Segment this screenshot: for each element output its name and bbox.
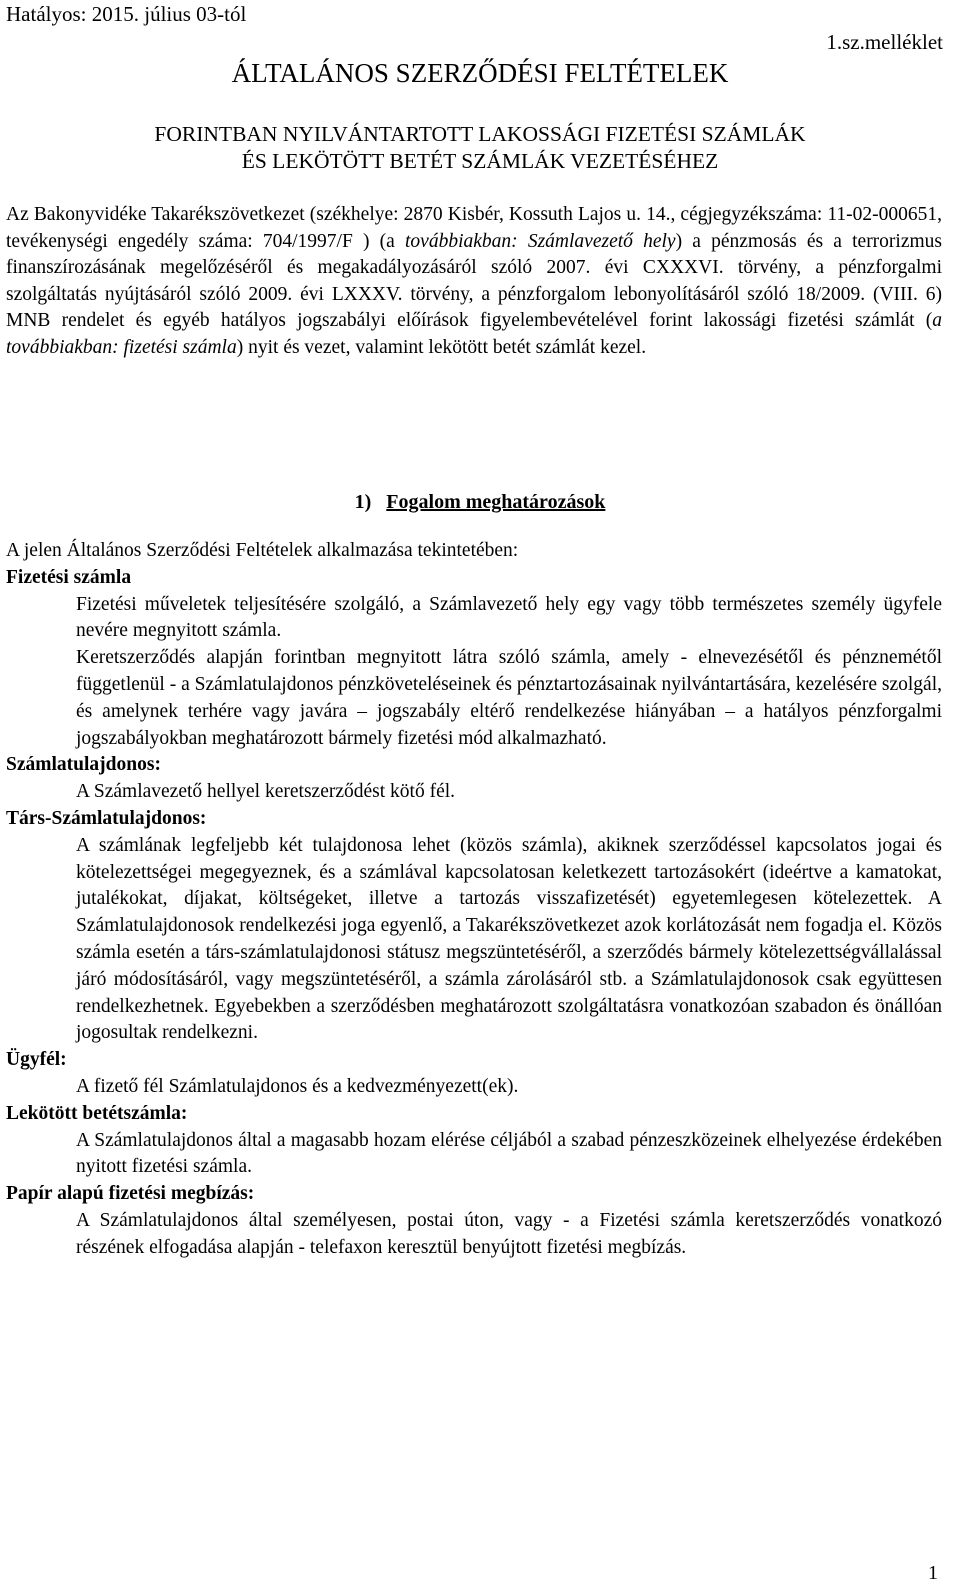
intro-italic-1: továbbiakban: Számlavezető hely xyxy=(405,230,676,252)
definition-paragraph: A számlának legfeljebb két tulajdonosa lehet (közös számla), akiknek szerződéssel kapcsolatos jogai és kötelezettségei megegyeznek, és a számlával kapcsolatosan keletkezett tartozásokért (ideértve a kamatokat, jutalékokat, díjakat, költségeket, illetve a tartozás visszafizetését) egyetemlegesen kötelezettek. A Számlatulajdonosok rendelkezési joga egyenlő, a Takarékszövetkezet azok korlátozását nem fogadja el. Közös számla esetén a társ-számlatulajdonosi státusz megszüntetéséről, a szerződés bármely kötelezettségvállalással járó módosításáról, vagy megszüntetéséről, a számla zárolásáról stb. a Számlatulajdonosok csak együttesen rendelkezhetnek. Egyebekben a szerződésben meghatározott szolgáltatásra vonatkozóan szabadon és önállóan jogosultak rendelkezni. xyxy=(76,834,942,1044)
document-subtitle: FORINTBAN NYILVÁNTARTOTT LAKOSSÁGI FIZETÉSI SZÁMLÁK ÉS LEKÖTÖTT BETÉT SZÁMLÁK VEZETÉSÉHEZ xyxy=(154,122,806,173)
intro-text-1: Az Bakonyvidéke Takarékszövetkezet (székhelye: 2870 Kisbér, Kossuth Lajos u. 14., cégjegyzékszáma: 11-02-000651, tevékenységi engedély száma: 704/1997/F ) (a xyxy=(6,204,942,252)
intro-paragraph xyxy=(6,202,942,361)
term-tars-szamlatulajdonos: Társ-Számlatulajdonos: xyxy=(6,807,207,829)
term-lekotott-betetszamla: Lekötött betétszámla: xyxy=(6,1102,188,1124)
intro-italic-2: a továbbiakban: fizetési számla xyxy=(6,310,942,358)
section-title: Fogalom meghatározások xyxy=(386,491,606,513)
effective-date: Hatályos: 2015. július 03-tól xyxy=(6,2,247,26)
definition-paragraph: Keretszerződés alapján forintban megnyitott látra szóló számla, amely - elnevezésétől és pénznemétől függetlenül - a Számlatulajdonos pénzköveteléseinek és pénztartozásainak nyilvántartására, kezelésére szolgál, és amelynek terhére vagy javára – jogszabály eltérő rendelkezése hiányában – a hatályos pénzforgalmi jogszabályokban meghatározott bármely fizetési mód alkalmazható. xyxy=(76,647,942,749)
section-number: 1) xyxy=(354,491,372,513)
definition-paragraph: A Számlavezető hellyel keretszerződést kötő fél. xyxy=(76,781,456,803)
definition-paragraph: Fizetési műveletek teljesítésére szolgáló, a Számlavezető hely egy vagy több természetes személy ügyfele nevére megnyitott számla. xyxy=(76,593,942,642)
definition-paragraph: A Számlatulajdonos által a magasabb hozam elérése céljából a szabad pénzeszközeinek elhelyezése érdekében nyitott fizetési számla. xyxy=(76,1129,942,1178)
term-fizetesi-szamla: Fizetési számla xyxy=(6,566,132,588)
section-heading xyxy=(0,489,960,515)
term-papir-alapu-megbizas: Papír alapú fizetési megbízás: xyxy=(6,1183,255,1205)
intro-text-2: ) a pénzmosás és a terrorizmus finanszírozásának megelőzéséről és megakadályozásáról szóló 2007. évi CXXXVI. törvény, a pénzforgalmi szolgáltatás nyújtásáról szóló 2009. évi LXXXV. törvény, a pénzforgalom lebonyolításáról szóló 18/2009. (VIII. 6) MNB rendelet és egyéb hatályos jogszabályi előírások figyelembevételével forint lakossági fizetési számlát ( xyxy=(6,230,942,331)
intro-text-3: ) nyit és vezet, valamint lekötött betét számlát kezel. xyxy=(236,336,647,358)
definitions-intro: A jelen Általános Szerződési Feltételek alkalmazása tekintetében: xyxy=(6,540,519,561)
page-number: 1 xyxy=(928,1562,938,1584)
definitions-block xyxy=(6,538,942,1262)
term-ugyfel: Ügyfél: xyxy=(6,1049,67,1071)
document-title: ÁLTALÁNOS SZERZŐDÉSI FELTÉTELEK xyxy=(231,58,729,88)
definition-paragraph: A Számlatulajdonos által személyesen, postai úton, vagy - a Fizetési számla keretszerződés vonatkozó részének elfogadása alapján - telefaxon keresztül benyújtott fizetési megbízás. xyxy=(76,1209,942,1258)
term-szamlatulajdonos: Számlatulajdonos: xyxy=(6,754,161,776)
definition-paragraph: A fizető fél Számlatulajdonos és a kedvezményezett(ek). xyxy=(76,1075,519,1097)
annex-label: 1.sz.melléklet xyxy=(826,30,943,54)
